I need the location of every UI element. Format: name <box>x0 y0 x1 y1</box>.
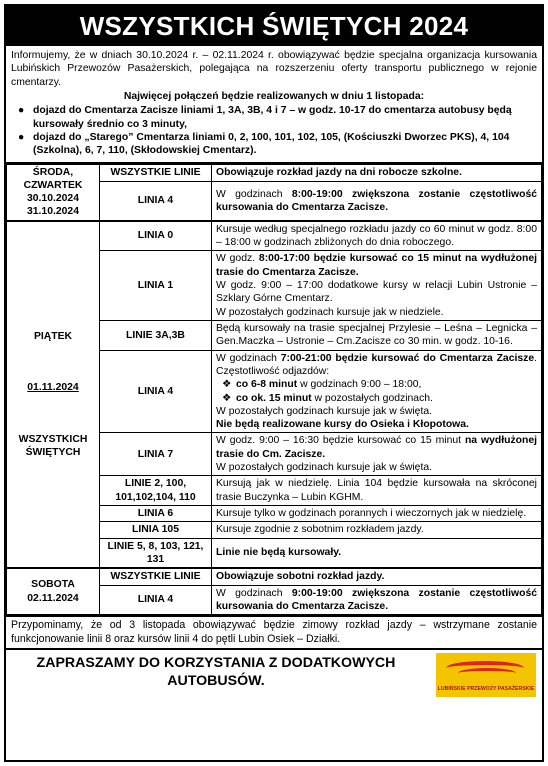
table-row <box>7 221 542 251</box>
line-cell: LINIE 2, 100, 101,102,104, 110 <box>100 476 212 506</box>
page-title: WSZYSTKICH ŚWIĘTYCH 2024 <box>6 6 542 46</box>
line-cell: LINIA 1 <box>100 251 212 321</box>
description-cell: Linie nie będą kursowały. <box>212 538 542 568</box>
call-to-action: ZAPRASZAMY DO KORZYSTANIA Z DODATKOWYCH AUTOBUSÓW. <box>36 655 396 690</box>
line-cell: LINIA 0 <box>100 221 212 251</box>
logo-arc-icon <box>458 668 516 678</box>
intro-bullet: ● dojazd do Cmentarza Zacisze liniami 1, 3A, 3B, 4 i 7 – w godz. 10-17 do cmentarza autobusy będą kursowały średnio co 3 minuty, <box>18 105 512 130</box>
description-cell: W godz. 9:00 – 16:30 będzie kursować co 15 minut na wydłużonej trasie do Cm. Zacisze. W pozostałych godzinach kursuje jak w święta. <box>212 433 542 476</box>
description-cell: Obowiązuje rozkład jazdy na dni robocze szkolne. <box>212 164 542 182</box>
description-cell: W godzinach 8:00-19:00 zwiększona zostanie częstotliwość kursowania do Cmentarza Zacisze. <box>212 182 542 221</box>
intro-headline: Najwięcej połączeń będzie realizowanych w dniu 1 listopada: <box>123 90 425 102</box>
line-cell: WSZYSTKIE LINIE <box>100 568 212 585</box>
line-cell: LINIE 3A,3B <box>100 320 212 350</box>
line-cell: LINIA 6 <box>100 506 212 522</box>
description-cell: Kursuje zgodnie z sobotnim rozkładem jazdy. <box>212 522 542 538</box>
star-bullet-icon: ❖ <box>222 392 232 404</box>
line-cell: LINIA 105 <box>100 522 212 538</box>
line-cell: LINIA 7 <box>100 433 212 476</box>
description-cell: Będą kursowały na trasie specjalnej Przylesie – Leśna – Legnicka – Gen.Maczka – Ustronie – Cm.Zacisze co 30 min. w godz. 10-16. <box>212 320 542 350</box>
description-cell: W godzinach 7:00-21:00 będzie kursować do Cmentarza Zacisze. Częstotliwość odjazdów: ❖ co 6-8 minut w godzinach 9:00 – 18:00, ❖ co ok. 15 minut w pozostałych godzinach. W pozostałych godzinach kursuje jak w święta. Nie będą realizowane kursy do Osieka i Kłopotowa. <box>212 350 542 433</box>
bullet-icon: ● <box>18 131 25 143</box>
table-row <box>7 164 542 182</box>
line-cell: LINIA 4 <box>100 585 212 615</box>
star-bullet-icon: ❖ <box>222 379 232 391</box>
description-cell: Kursują jak w niedzielę. Linia 104 będzie kursowała na skróconej trasie Buczynka – Lubin KGHM. <box>212 476 542 506</box>
bullet-icon: ● <box>18 105 25 117</box>
description-cell: Kursuje tylko w godzinach porannych i wieczornych jak w niedzielę. <box>212 506 542 522</box>
footer <box>6 648 542 698</box>
notice-page <box>4 4 544 762</box>
winter-schedule-note: Przypominamy, że od 3 listopada obowiązywać będzie zimowy rozkład jazdy – wstrzymane zostanie funkcjonowanie linii 8 oraz kursów linii 4 do pętli Lubin Osiek – Działki. <box>6 615 542 648</box>
line-cell: WSZYSTKIE LINIE <box>100 164 212 182</box>
intro-bullets <box>11 104 537 157</box>
table-row <box>7 568 542 585</box>
line-cell: LINIA 4 <box>100 182 212 221</box>
company-logo <box>436 653 536 697</box>
intro-bullet: ● dojazd do „Starego” Cmentarza liniami 0, 2, 100, 101, 102, 105, (Kościuszki Dworzec PKS), 4, 104 (Szkolna), 6, 7, 110, (Skłodowskiej Cmentarz). <box>18 131 510 157</box>
intro-paragraph: Informujemy, że w dniach 30.10.2024 r. – 02.11.2024 r. obowiązywać będzie specjalna organizacja kursowania Lubińskich Przewozów Pasażerskich, polegająca na rozszerzeniu oferty transportu publicznego w rejonie cmentarzy. <box>11 50 537 88</box>
description-cell: W godzinach 9:00-19:00 zwiększona zostanie częstotliwość kursowania do Cmentarza Zacisze. <box>212 585 542 615</box>
line-cell: LINIA 4 <box>100 350 212 433</box>
intro-section <box>6 46 542 164</box>
description-cell: W godz. 8:00-17:00 będzie kursować co 15 minut na wydłużonej trasie do Cmentarza Zacisze. W godz. 9:00 – 17:00 dodatkowe kursy w relacji Lubin Ustronie – Szklary Górne Cmentarz. W pozostałych godzinach kursuje jak w niedziele. <box>212 251 542 321</box>
day-cell-wed-thu: ŚRODA, CZWARTEK 30.10.2024 31.10.2024 <box>7 164 100 221</box>
line-cell: LINIE 5, 8, 103, 121, 131 <box>100 538 212 568</box>
description-cell: Kursuje według specjalnego rozkładu jazdy co 60 minut w godz. 8:00 – 18:00 w godzinach zbliżonych do dnia roboczego. <box>212 221 542 251</box>
day-cell-saturday: SOBOTA 02.11.2024 <box>7 568 100 614</box>
logo-text: LUBIŃSKIE PRZEWOZY PASAŻERSKIE <box>437 685 535 692</box>
description-cell: Obowiązuje sobotni rozkład jazdy. <box>212 568 542 585</box>
schedule-table <box>6 164 542 616</box>
day-cell-friday: PIĄTEK 01.11.2024 WSZYSTKICH ŚWIĘTYCH <box>7 221 100 569</box>
